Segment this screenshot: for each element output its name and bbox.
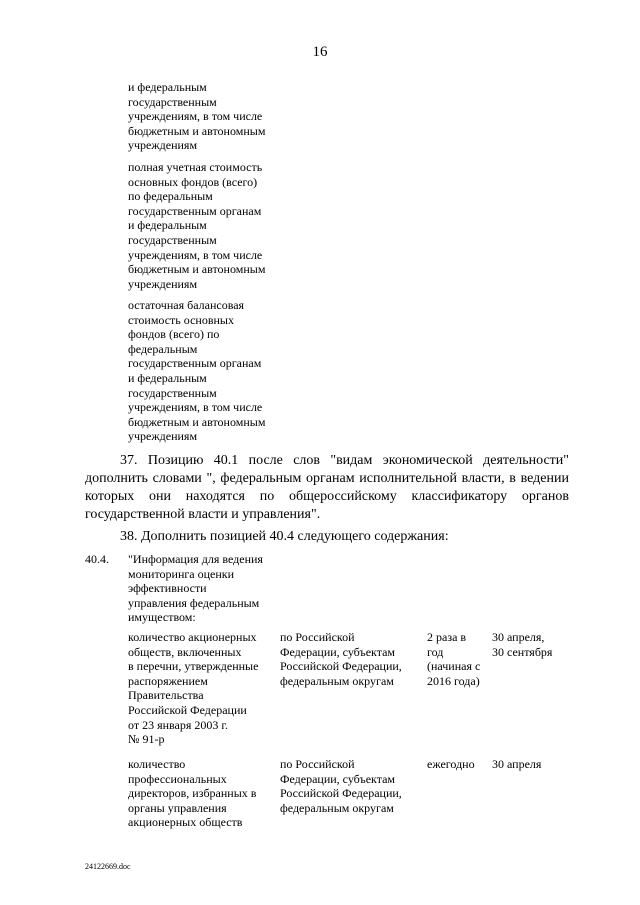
paragraph-37: 37. Позицию 40.1 после слов "видам экономической деятельности" дополнить словами ", федеральным органам исполнительной власти, в ведении которых они находятся по общероссийскому классификатору органов государственной власти и управления". xyxy=(85,453,569,522)
footer-filename: 24122669.doc xyxy=(85,862,131,871)
position-title: "Информация для ведения мониторинга оценки эффективности управления федеральным имуществом: xyxy=(128,552,263,625)
deadline-cell: 30 апреля xyxy=(492,757,542,771)
text-block-full-cost: полная учетная стоимость основных фондов (всего) по федеральным государственным органам и федеральным государственным учреждениям, в том числе бюджетным и автономным учреждениям xyxy=(128,160,266,291)
frequency-cell: 2 раза в год (начиная с 2016 года) xyxy=(427,630,481,688)
deadline-cell: 30 апреля, 30 сентября xyxy=(492,630,553,659)
text-block-federal-institutions: и федеральным государственным учреждениям, в том числе бюджетным и автономным учреждениям xyxy=(128,80,266,153)
paragraph-38: 38. Дополнить позицией 40.4 следующего содержания: xyxy=(120,529,449,544)
breakdown-cell: по Российской Федерации, субъектам Российской Федерации, федеральным округам xyxy=(280,630,402,688)
frequency-cell: ежегодно xyxy=(427,757,475,771)
indicator-cell: количество профессиональных директоров, избранных в органы управления акционерных обществ xyxy=(128,757,257,830)
indicator-cell: количество акционерных обществ, включенных в перечни, утвержденные распоряжением Правительства Российской Федерации от 23 января 2003 г. № 91-р xyxy=(128,630,259,747)
page-number: 16 xyxy=(312,44,328,60)
breakdown-cell: по Российской Федерации, субъектам Российской Федерации, федеральным округам xyxy=(280,757,402,815)
position-code: 40.4. xyxy=(85,552,109,566)
text-block-residual-cost: остаточная балансовая стоимость основных фондов (всего) по федеральным государственным органам и федеральным государственным учреждениям, в том числе бюджетным и автономным учреждениям xyxy=(128,298,266,444)
